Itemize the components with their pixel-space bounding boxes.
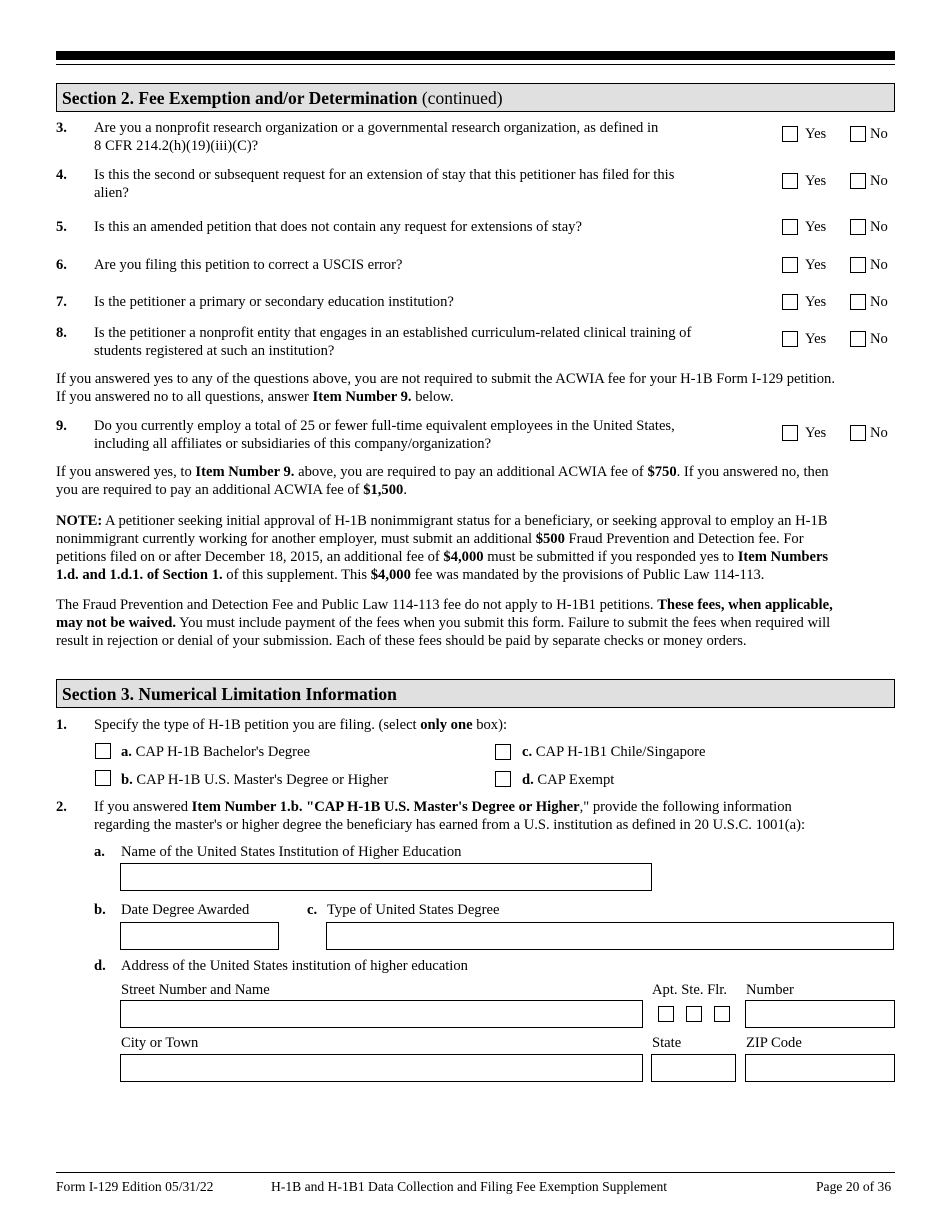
note-l1b: A petitioner seeking initial approval of H-1B nonimmigrant status for a beneficiary, or seeking approval to employ an H-1B bbox=[102, 513, 828, 529]
q8-line2: students registered at such an institution? bbox=[94, 343, 335, 359]
s3-q2d-letter: d. bbox=[94, 958, 106, 974]
section-2-continued: (continued) bbox=[417, 88, 503, 108]
address-label: Address of the United States institution of higher education bbox=[121, 958, 468, 974]
note-line4 bbox=[56, 566, 895, 584]
q8-number: 8. bbox=[56, 325, 67, 341]
note-line3 bbox=[56, 548, 895, 566]
q4-line2: alien? bbox=[94, 185, 129, 201]
s3-q1-text bbox=[94, 716, 874, 734]
s3-q1-c: box): bbox=[472, 717, 508, 733]
q9-no-checkbox[interactable] bbox=[850, 425, 866, 441]
degree-type-field[interactable] bbox=[326, 922, 894, 950]
state-field[interactable] bbox=[651, 1054, 736, 1082]
q5-text: Is this an amended petition that does not contain any request for extensions of stay? bbox=[94, 219, 582, 235]
q5-no-checkbox[interactable] bbox=[850, 219, 866, 235]
q9-yes-label: Yes bbox=[805, 425, 827, 441]
q3-yes-checkbox[interactable] bbox=[782, 126, 798, 142]
if-yes-line1: If you answered yes to any of the questions above, you are not required to submit the ACWIA fee for your H-1B Form I-129 petition. bbox=[56, 371, 835, 387]
q5-number: 5. bbox=[56, 219, 67, 235]
if-yes-line2-end: below. bbox=[411, 389, 454, 405]
section-3-title: Section 3. Numerical Limitation Information bbox=[62, 684, 397, 704]
institution-name-field[interactable] bbox=[120, 863, 652, 891]
ste-checkbox[interactable] bbox=[686, 1006, 702, 1022]
q8-no-label: No bbox=[870, 331, 888, 347]
option-c-text: CAP H-1B1 Chile/Singapore bbox=[535, 744, 706, 760]
item9-fee-line2 bbox=[56, 481, 895, 499]
q3-no-checkbox[interactable] bbox=[850, 126, 866, 142]
option-b-text: CAP H-1B U.S. Master's Degree or Higher bbox=[136, 772, 389, 788]
note-l2c: Fraud Prevention and Detection fee. For bbox=[564, 531, 804, 547]
option-d-checkbox[interactable] bbox=[495, 771, 511, 787]
option-c-label bbox=[522, 743, 706, 761]
q4-number: 4. bbox=[56, 167, 67, 183]
q7-no-checkbox[interactable] bbox=[850, 294, 866, 310]
fraud-line2 bbox=[56, 614, 895, 632]
q7-no-label: No bbox=[870, 294, 888, 310]
note-line2 bbox=[56, 530, 895, 548]
note-l3c: must be submitted if you responded yes to bbox=[483, 549, 738, 565]
s3-q2-line2: regarding the master's or higher degree the beneficiary has earned from a U.S. institution as defined in 20 U.S.C. 1001(a): bbox=[94, 817, 806, 833]
item9-text-f: you are required to pay an additional ACWIA fee of bbox=[56, 482, 364, 498]
s3-q2-item-ref: Item Number 1.b. "CAP H-1B U.S. Master's Degree or Higher bbox=[191, 799, 580, 815]
s3-q2a-letter: a. bbox=[94, 844, 105, 860]
q9-line1: Do you currently employ a total of 25 or fewer full-time equivalent employees in the United States, bbox=[94, 418, 675, 434]
option-d-label bbox=[522, 771, 614, 789]
s3-q2-l1c: ," provide the following information bbox=[579, 799, 792, 815]
s3-q2-line1 bbox=[94, 798, 894, 816]
q4-yes-label: Yes bbox=[805, 173, 827, 189]
s3-q1-only-one: only one bbox=[420, 717, 473, 733]
section-2-title: Section 2. Fee Exemption and/or Determination bbox=[62, 88, 418, 108]
fraud-l1b: These fees, when applicable, bbox=[657, 597, 833, 613]
apt-ste-flr-label: Apt. Ste. Flr. bbox=[652, 982, 728, 998]
q9-no-label: No bbox=[870, 425, 888, 441]
note-fee-4000: $4,000 bbox=[443, 549, 484, 565]
city-field[interactable] bbox=[120, 1054, 643, 1082]
note-section-ref: 1.d. and 1.d.1. of Section 1. bbox=[56, 567, 223, 583]
option-c-letter: c. bbox=[522, 744, 533, 760]
street-field[interactable] bbox=[120, 1000, 643, 1028]
item9-fee-paragraph bbox=[56, 463, 895, 499]
option-a-checkbox[interactable] bbox=[95, 743, 111, 759]
option-b-checkbox[interactable] bbox=[95, 770, 111, 786]
note-l4d: fee was mandated by the provisions of Public Law 114-113. bbox=[410, 567, 765, 583]
q7-yes-label: Yes bbox=[805, 294, 827, 310]
q3-number: 3. bbox=[56, 120, 67, 136]
q3-line2: 8 CFR 214.2(h)(19)(iii)(C)? bbox=[94, 138, 259, 154]
q6-yes-checkbox[interactable] bbox=[782, 257, 798, 273]
note-l3a: petitions filed on or after December 18, 2015, an additional fee of bbox=[56, 549, 444, 565]
option-b-letter: b. bbox=[121, 772, 133, 788]
s3-q2b-letter: b. bbox=[94, 902, 106, 918]
q7-yes-checkbox[interactable] bbox=[782, 294, 798, 310]
city-label: City or Town bbox=[121, 1035, 199, 1051]
q5-yes-checkbox[interactable] bbox=[782, 219, 798, 235]
q9-text bbox=[94, 417, 744, 453]
option-a-label bbox=[121, 743, 310, 761]
item9-text-e: . If you answered no, then bbox=[676, 464, 829, 480]
q6-no-checkbox[interactable] bbox=[850, 257, 866, 273]
note-label: NOTE: bbox=[56, 513, 103, 529]
zip-field[interactable] bbox=[745, 1054, 895, 1082]
item9-text-h: . bbox=[403, 482, 407, 498]
note-fee-500: $500 bbox=[535, 531, 565, 547]
note-item-numbers: Item Numbers bbox=[737, 549, 829, 565]
section-3-header bbox=[56, 679, 895, 708]
s3-q2-text bbox=[94, 798, 894, 834]
q5-no-label: No bbox=[870, 219, 888, 235]
q8-line1: Is the petitioner a nonprofit entity that engages in an established curriculum-related clinical training of bbox=[94, 325, 692, 341]
item9-fee-1500: $1,500 bbox=[363, 482, 404, 498]
option-d-letter: d. bbox=[522, 772, 534, 788]
item9-fee-750: $750 bbox=[647, 464, 677, 480]
institution-name-label: Name of the United States Institution of Higher Education bbox=[121, 844, 462, 860]
option-a-text: CAP H-1B Bachelor's Degree bbox=[135, 744, 310, 760]
s3-q2-number: 2. bbox=[56, 799, 67, 815]
q4-line1: Is this the second or subsequent request for an extension of stay that this petitioner has filed for this bbox=[94, 167, 675, 183]
option-a-letter: a. bbox=[121, 744, 132, 760]
q8-yes-label: Yes bbox=[805, 331, 827, 347]
option-b-label bbox=[121, 771, 388, 789]
q4-text bbox=[94, 166, 744, 202]
option-d-text: CAP Exempt bbox=[537, 772, 615, 788]
fraud-fee-paragraph bbox=[56, 596, 895, 650]
top-rule-thick bbox=[56, 51, 895, 60]
note-line1 bbox=[56, 512, 895, 530]
footer-rule bbox=[56, 1172, 895, 1173]
q7-number: 7. bbox=[56, 294, 67, 310]
q4-no-checkbox[interactable] bbox=[850, 173, 866, 189]
item9-fee-line1 bbox=[56, 463, 895, 481]
note-l2a: nonimmigrant currently working for another employer, must submit an additional bbox=[56, 531, 536, 547]
q9-yes-checkbox[interactable] bbox=[782, 425, 798, 441]
q8-text bbox=[94, 324, 744, 360]
q8-no-checkbox[interactable] bbox=[850, 331, 866, 347]
date-degree-label: Date Degree Awarded bbox=[121, 902, 250, 918]
q3-line1: Are you a nonprofit research organization or a governmental research organization, as defined in bbox=[94, 120, 659, 136]
fraud-line3: result in rejection or denial of your submission. Each of these fees should be paid by separate checks or money orders. bbox=[56, 633, 747, 649]
s3-q1-number: 1. bbox=[56, 717, 67, 733]
degree-type-label: Type of United States Degree bbox=[327, 902, 500, 918]
q4-yes-checkbox[interactable] bbox=[782, 173, 798, 189]
section-2-header bbox=[56, 83, 895, 112]
q6-number: 6. bbox=[56, 257, 67, 273]
if-yes-line2 bbox=[56, 388, 895, 406]
top-rule-thin bbox=[56, 64, 895, 65]
item9-text-c: above, you are required to pay an additional ACWIA fee of bbox=[294, 464, 648, 480]
footer-title: H-1B and H-1B1 Data Collection and Filing Fee Exemption Supplement bbox=[271, 1179, 668, 1194]
s3-q2-l1a: If you answered bbox=[94, 799, 192, 815]
apt-checkbox[interactable] bbox=[658, 1006, 674, 1022]
date-degree-field[interactable] bbox=[120, 922, 279, 950]
note-fee-4000-b: $4,000 bbox=[370, 567, 411, 583]
item9-text-a: If you answered yes, to bbox=[56, 464, 196, 480]
footer-page-number: Page 20 of 36 bbox=[816, 1179, 892, 1194]
q9-line2: including all affiliates or subsidiaries of this company/organization? bbox=[94, 436, 492, 452]
q9-number: 9. bbox=[56, 418, 67, 434]
q5-yes-label: Yes bbox=[805, 219, 827, 235]
item9-text-b: Item Number 9. bbox=[195, 464, 295, 480]
if-yes-item-ref: Item Number 9. bbox=[312, 389, 412, 405]
number-label: Number bbox=[746, 982, 794, 998]
q4-no-label: No bbox=[870, 173, 888, 189]
q6-text: Are you filing this petition to correct a USCIS error? bbox=[94, 257, 403, 273]
note-paragraph bbox=[56, 512, 895, 584]
fraud-l2a: may not be waived. bbox=[56, 615, 176, 631]
q3-no-label: No bbox=[870, 126, 888, 142]
fraud-line1 bbox=[56, 596, 895, 614]
state-label: State bbox=[652, 1035, 682, 1051]
q3-text bbox=[94, 119, 744, 155]
if-yes-paragraph bbox=[56, 370, 895, 406]
note-l4b: of this supplement. This bbox=[222, 567, 371, 583]
q8-yes-checkbox[interactable] bbox=[782, 331, 798, 347]
s3-q2c-letter: c. bbox=[307, 902, 318, 918]
zip-label: ZIP Code bbox=[746, 1035, 802, 1051]
q7-text: Is the petitioner a primary or secondary education institution? bbox=[94, 294, 454, 310]
flr-checkbox[interactable] bbox=[714, 1006, 730, 1022]
if-yes-line2-text: If you answered no to all questions, answer bbox=[56, 389, 313, 405]
street-label: Street Number and Name bbox=[121, 982, 270, 998]
option-c-checkbox[interactable] bbox=[495, 744, 511, 760]
q6-no-label: No bbox=[870, 257, 888, 273]
fraud-l1a: The Fraud Prevention and Detection Fee and Public Law 114-113 fee do not apply to H-1B1 petitions. bbox=[56, 597, 658, 613]
footer-form-edition: Form I-129 Edition 05/31/22 bbox=[56, 1179, 214, 1194]
apt-number-field[interactable] bbox=[745, 1000, 895, 1028]
q3-yes-label: Yes bbox=[805, 126, 827, 142]
s3-q1-a: Specify the type of H-1B petition you are filing. (select bbox=[94, 717, 421, 733]
fraud-l2b: You must include payment of the fees when you submit this form. Failure to submit the fees when required will bbox=[176, 615, 831, 631]
q6-yes-label: Yes bbox=[805, 257, 827, 273]
